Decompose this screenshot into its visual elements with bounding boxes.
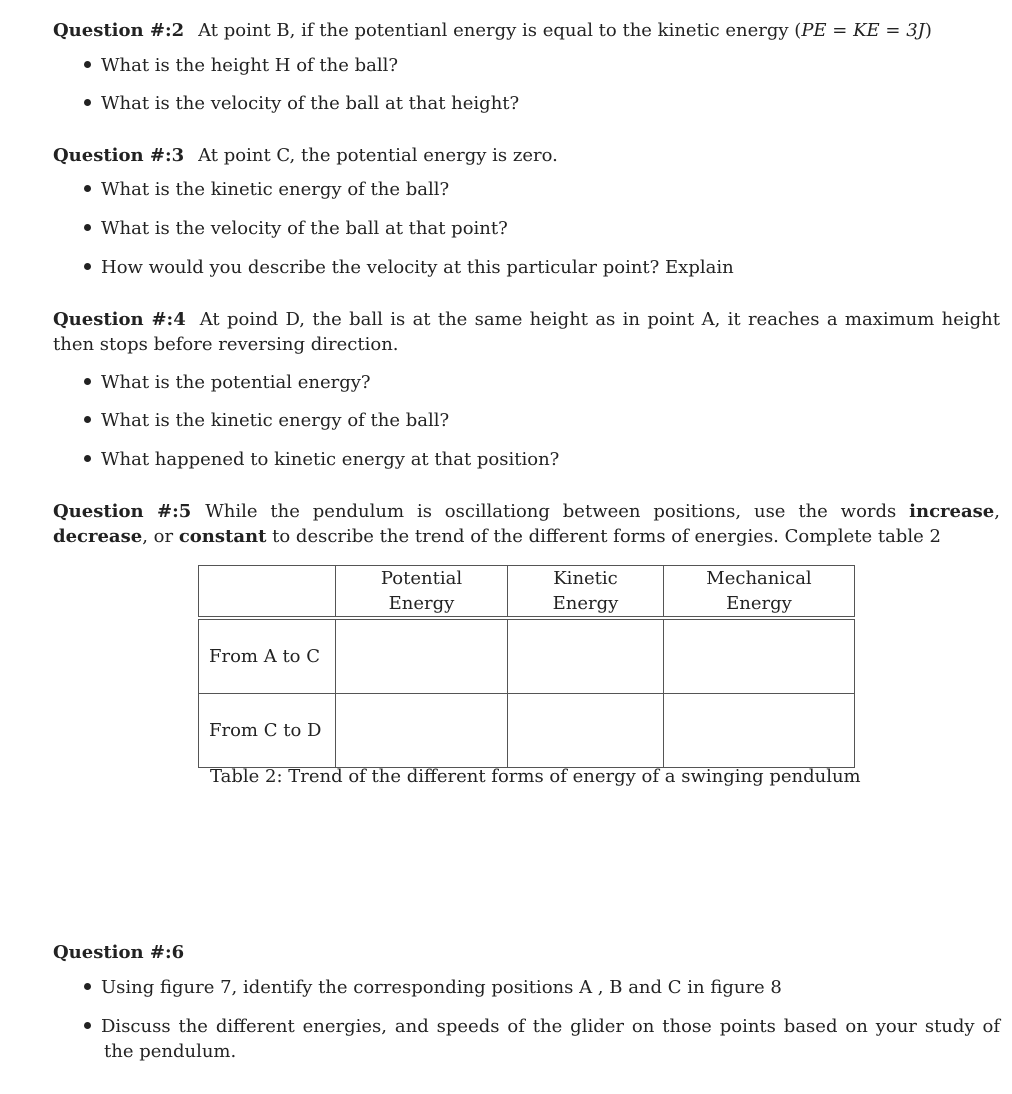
keyword-constant: constant xyxy=(178,526,267,547)
question-2-text-end: ) xyxy=(924,20,932,41)
list-item xyxy=(84,370,1000,395)
table-header-empty xyxy=(199,566,336,617)
table-header-kinetic-energy: Kinetic Energy xyxy=(508,566,664,617)
question-3-label: Question #:3 xyxy=(53,145,185,166)
bullet-text: What is the kinetic energy of the ball? xyxy=(101,410,450,431)
bullet-icon xyxy=(84,263,91,270)
row-label: From A to C xyxy=(199,620,336,694)
answer-cell xyxy=(508,620,664,694)
list-item xyxy=(84,216,1000,241)
energy-trend-table xyxy=(198,565,855,768)
table-caption: Table 2: Trend of the different forms of energy of a swinging pendulum xyxy=(210,766,861,787)
list-item xyxy=(84,53,1000,78)
bullet-text: What is the kinetic energy of the ball? xyxy=(101,179,450,200)
bullet-icon xyxy=(84,416,91,423)
question-4-prompt xyxy=(53,307,1000,357)
bullet-icon xyxy=(84,99,91,106)
bullet-text: Using figure 7, identify the corresponding positions A , B and C in figure 8 xyxy=(101,977,782,998)
question-5-or: or xyxy=(153,526,174,547)
question-4-label: Question #:4 xyxy=(53,309,186,330)
keyword-increase: increase xyxy=(909,501,995,522)
question-6-label: Question #:6 xyxy=(53,942,185,963)
list-item xyxy=(84,1014,1000,1064)
answer-cell xyxy=(336,694,508,768)
question-3-text: At point C, the potential energy is zero. xyxy=(198,145,558,166)
table-row xyxy=(199,620,855,694)
keyword-decrease: decrease xyxy=(53,526,143,547)
bullet-icon xyxy=(84,983,91,990)
answer-cell xyxy=(664,694,855,768)
row-label: From C to D xyxy=(199,694,336,768)
table-header-row xyxy=(199,566,855,617)
list-item xyxy=(84,177,1000,202)
question-5-text: While the pendulum is oscillationg between positions, use the words xyxy=(205,501,897,522)
table-header-mechanical-energy: Mechanical Energy xyxy=(664,566,855,617)
list-item xyxy=(84,408,1000,433)
bullet-text: How would you describe the velocity at this particular point? Explain xyxy=(101,257,734,278)
question-2-text: At point B, if the potentianl energy is equal to the kinetic energy ( xyxy=(198,20,802,41)
bullet-text: What is the potential energy? xyxy=(101,372,371,393)
question-3-prompt xyxy=(53,143,1000,168)
question-4-text: At poind D, the ball is at the same height as in point A, it reaches a maximum height then stops before reversing direction. xyxy=(53,309,1000,355)
table-header-potential-energy: Potential Energy xyxy=(336,566,508,617)
question-2-prompt xyxy=(53,18,1000,43)
answer-cell xyxy=(336,620,508,694)
list-item xyxy=(84,447,1000,472)
bullet-icon xyxy=(84,185,91,192)
bullet-icon xyxy=(84,455,91,462)
question-5-text-end: to describe the trend of the different forms of energies. Complete table 2 xyxy=(272,526,941,547)
list-item xyxy=(84,255,1000,280)
question-5-label: Question #:5 xyxy=(53,501,192,522)
question-6-prompt xyxy=(53,940,1000,965)
question-5-prompt: Question #:5 While the pendulum is oscillationg between positions, use the words increase, decrease, or constant to describe the trend of the different forms of energies. Complete table 2 xyxy=(53,501,1000,547)
bullet-text: What is the height H of the ball? xyxy=(101,55,399,76)
bullet-icon xyxy=(84,1022,91,1029)
answer-cell xyxy=(508,694,664,768)
answer-cell xyxy=(664,620,855,694)
bullet-icon xyxy=(84,224,91,231)
question-2-equation: PE = KE = 3J xyxy=(801,20,925,41)
list-item xyxy=(84,91,1000,116)
question-2-label: Question #:2 xyxy=(53,20,185,41)
bullet-text: What is the velocity of the ball at that height? xyxy=(101,93,520,114)
bullet-text: What happened to kinetic energy at that position? xyxy=(101,449,560,470)
bullet-icon xyxy=(84,378,91,385)
bullet-text: What is the velocity of the ball at that point? xyxy=(101,218,508,239)
list-item xyxy=(84,975,1000,1000)
bullet-icon xyxy=(84,61,91,68)
bullet-text: Discuss the different energies, and speeds of the glider on those points based on your study of the pendulum. xyxy=(101,1016,1000,1062)
table-row xyxy=(199,694,855,768)
